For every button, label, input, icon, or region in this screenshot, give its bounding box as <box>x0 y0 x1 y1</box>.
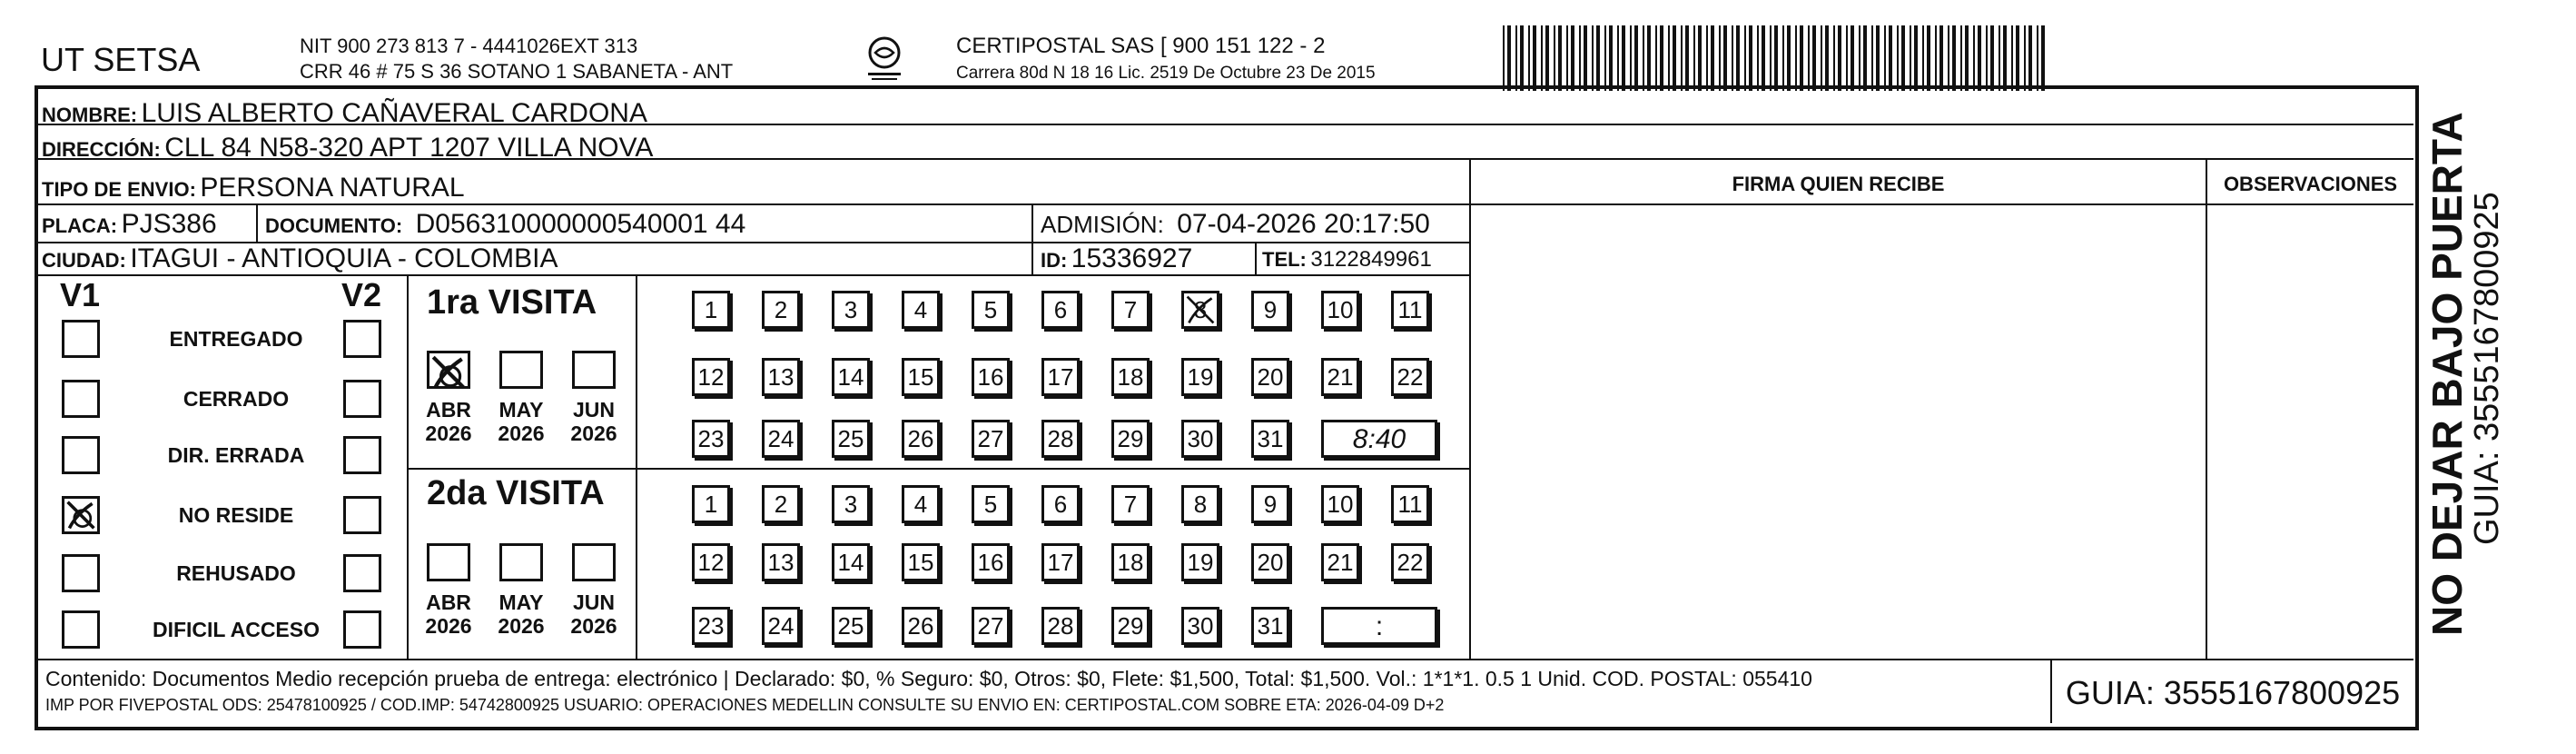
day-box[interactable]: 28 <box>1041 420 1080 458</box>
day-box[interactable]: 8 <box>1181 291 1219 329</box>
day-box[interactable]: 1 <box>692 291 730 329</box>
status-option-label: DIR. ERRADA <box>167 443 305 467</box>
day-box[interactable]: 12 <box>692 358 730 396</box>
company-name: UT SETSA <box>41 41 201 78</box>
year-label: 2026 <box>498 422 545 445</box>
nombre-field <box>42 98 647 129</box>
day-box[interactable]: 6 <box>1041 291 1080 329</box>
day-box[interactable]: 25 <box>832 607 870 645</box>
direccion-value: CLL 84 N58-320 APT 1207 VILLA NOVA <box>164 133 654 163</box>
admision-field <box>1041 209 1430 240</box>
direccion-label: DIRECCIÓN: <box>42 138 161 161</box>
day-box[interactable]: 29 <box>1111 420 1150 458</box>
day-box[interactable]: 11 <box>1391 291 1429 329</box>
day-box[interactable]: 25 <box>832 420 870 458</box>
v1-label: V1 <box>60 276 101 313</box>
day-box[interactable]: 23 <box>692 607 730 645</box>
day-box[interactable]: 24 <box>762 420 800 458</box>
ciudad-value: ITAGUI - ANTIOQUIA - COLOMBIA <box>130 243 558 273</box>
day-box[interactable]: 10 <box>1321 485 1359 523</box>
year-label: 2026 <box>425 614 472 638</box>
day-box[interactable]: 9 <box>1251 485 1289 523</box>
ciudad-field <box>42 243 558 274</box>
status-v2-checkbox[interactable] <box>343 436 381 474</box>
day-box[interactable]: 6 <box>1041 485 1080 523</box>
v2-label: V2 <box>341 276 382 313</box>
license-line: Carrera 80d N 18 16 Lic. 2519 De Octubre 23 De 2015 <box>956 64 1376 83</box>
id-value: 15336927 <box>1071 243 1193 273</box>
firma-header: FIRMA QUIEN RECIBE <box>1732 173 1945 195</box>
day-box[interactable]: 26 <box>902 420 940 458</box>
day-box[interactable]: 31 <box>1251 607 1289 645</box>
placa-field <box>42 209 217 240</box>
day-box[interactable]: 20 <box>1251 358 1289 396</box>
day-box[interactable]: 24 <box>762 607 800 645</box>
status-v1-checkbox[interactable] <box>62 496 100 534</box>
status-v1-checkbox[interactable] <box>62 610 100 649</box>
time-box[interactable]: : <box>1321 607 1437 645</box>
status-v2-checkbox[interactable] <box>343 496 381 534</box>
day-box[interactable]: 5 <box>972 291 1010 329</box>
month-checkbox[interactable] <box>427 543 470 581</box>
tipo-label: TIPO DE ENVIO: <box>42 178 196 201</box>
day-box[interactable]: 13 <box>762 358 800 396</box>
status-v2-checkbox[interactable] <box>343 320 381 358</box>
day-box[interactable]: 9 <box>1251 291 1289 329</box>
day-box[interactable]: 5 <box>972 485 1010 523</box>
day-box[interactable]: 8 <box>1181 485 1219 523</box>
day-box[interactable]: 4 <box>902 291 940 329</box>
status-option-label: NO RESIDE <box>178 503 294 527</box>
id-field <box>1041 243 1192 274</box>
month-label: MAY <box>498 590 544 614</box>
day-box[interactable]: 22 <box>1391 543 1429 581</box>
tel-field <box>1262 247 1432 273</box>
nombre-value: LUIS ALBERTO CAÑAVERAL CARDONA <box>141 98 647 128</box>
day-box[interactable]: 14 <box>832 358 870 396</box>
day-box[interactable]: 3 <box>832 485 870 523</box>
month-checkbox[interactable] <box>499 351 543 389</box>
status-option-label: ENTREGADO <box>169 327 303 351</box>
no-dejar-bajo-puerta: NO DEJAR BAJO PUERTA <box>2423 112 2471 636</box>
footer-guia: GUIA: 3555167800925 <box>2065 674 2401 711</box>
day-box[interactable]: 31 <box>1251 420 1289 458</box>
day-box[interactable]: 29 <box>1111 607 1150 645</box>
day-box[interactable]: 18 <box>1111 358 1150 396</box>
status-v1-checkbox[interactable] <box>62 320 100 358</box>
day-box[interactable]: 16 <box>972 543 1010 581</box>
status-v2-checkbox[interactable] <box>343 610 381 649</box>
id-label: ID: <box>1041 249 1068 272</box>
day-box[interactable]: 30 <box>1181 607 1219 645</box>
day-box[interactable]: 18 <box>1111 543 1150 581</box>
tel-value: 3122849961 <box>1310 247 1432 272</box>
day-box[interactable]: 20 <box>1251 543 1289 581</box>
status-option-label: CERRADO <box>183 387 290 411</box>
documento-label: DOCUMENTO: <box>265 214 403 237</box>
day-box[interactable]: 27 <box>972 420 1010 458</box>
footer-content-line: Contenido: Documentos Medio recepción prueba de entrega: electrónico | Declarado: $0, % Seguro: $0, Otros: $0, Flete: $1,500, Total: $1,500. Vol.: 1*1*1. 0.5 1 Unid. COD. POSTAL: 055410 <box>45 667 1812 690</box>
day-box[interactable]: 21 <box>1321 358 1359 396</box>
year-label: 2026 <box>498 614 545 638</box>
day-box[interactable]: 2 <box>762 291 800 329</box>
visit2-title: 2da VISITA <box>427 474 605 512</box>
status-option-label: REHUSADO <box>176 561 296 585</box>
day-box[interactable]: 14 <box>832 543 870 581</box>
tipo-field <box>42 173 465 203</box>
year-label: 2026 <box>425 422 472 445</box>
day-box[interactable]: 11 <box>1391 485 1429 523</box>
month-checkbox[interactable] <box>572 351 616 389</box>
certipostal-logo-icon <box>859 35 910 85</box>
month-checkbox[interactable] <box>427 351 470 389</box>
day-box[interactable]: 21 <box>1321 543 1359 581</box>
tipo-value: PERSONA NATURAL <box>200 173 465 203</box>
day-box[interactable]: 16 <box>972 358 1010 396</box>
day-box[interactable]: 2 <box>762 485 800 523</box>
month-label: ABR <box>426 398 471 422</box>
status-v1-checkbox[interactable] <box>62 380 100 418</box>
month-label: ABR <box>426 590 471 614</box>
day-box[interactable]: 7 <box>1111 291 1150 329</box>
day-box[interactable]: 28 <box>1041 607 1080 645</box>
day-box[interactable]: 1 <box>692 485 730 523</box>
day-box[interactable]: 27 <box>972 607 1010 645</box>
day-box[interactable]: 17 <box>1041 543 1080 581</box>
observaciones-header: OBSERVACIONES <box>2223 173 2398 195</box>
day-box[interactable]: 17 <box>1041 358 1080 396</box>
nit-line: NIT 900 273 813 7 - 4441026EXT 313 <box>300 35 638 57</box>
day-box[interactable]: 15 <box>902 543 940 581</box>
address-line: CRR 46 # 75 S 36 SOTANO 1 SABANETA - ANT <box>300 60 734 83</box>
placa-label: PLACA: <box>42 214 118 237</box>
status-v2-checkbox[interactable] <box>343 380 381 418</box>
day-box[interactable]: 13 <box>762 543 800 581</box>
placa-value: PJS386 <box>121 209 217 239</box>
day-box[interactable]: 10 <box>1321 291 1359 329</box>
status-option-label: DIFICIL ACCESO <box>152 618 320 641</box>
nombre-label: NOMBRE: <box>42 104 138 126</box>
day-box[interactable]: 12 <box>692 543 730 581</box>
day-box[interactable]: 4 <box>902 485 940 523</box>
year-label: 2026 <box>570 422 617 445</box>
documento-value: D056310000000540001 44 <box>415 209 746 239</box>
day-box[interactable]: 19 <box>1181 543 1219 581</box>
day-box[interactable]: 19 <box>1181 358 1219 396</box>
day-box[interactable]: 3 <box>832 291 870 329</box>
visit1-title: 1ra VISITA <box>427 283 597 322</box>
month-label: JUN <box>572 590 615 614</box>
month-checkbox[interactable] <box>499 543 543 581</box>
status-v2-checkbox[interactable] <box>343 554 381 592</box>
year-label: 2026 <box>570 614 617 638</box>
month-checkbox[interactable] <box>572 543 616 581</box>
day-box[interactable]: 30 <box>1181 420 1219 458</box>
documento-field <box>265 209 745 240</box>
tel-label: TEL: <box>1262 248 1307 271</box>
day-box[interactable]: 15 <box>902 358 940 396</box>
month-label: JUN <box>572 398 615 422</box>
day-box[interactable]: 22 <box>1391 358 1429 396</box>
month-label: MAY <box>498 398 544 422</box>
time-box[interactable]: 8:40 <box>1321 420 1437 458</box>
status-v1-checkbox[interactable] <box>62 436 100 474</box>
day-box[interactable]: 23 <box>692 420 730 458</box>
day-box[interactable]: 7 <box>1111 485 1150 523</box>
status-v1-checkbox[interactable] <box>62 554 100 592</box>
direccion-field <box>42 133 653 164</box>
admision-label: ADMISIÓN: <box>1041 211 1164 238</box>
side-guia: GUIA: 3555167800925 <box>2468 192 2506 545</box>
day-box[interactable]: 26 <box>902 607 940 645</box>
ciudad-label: CIUDAD: <box>42 249 126 272</box>
barcode <box>1503 25 2048 91</box>
admision-value: 07-04-2026 20:17:50 <box>1177 209 1430 239</box>
certipostal-line: CERTIPOSTAL SAS [ 900 151 122 - 2 <box>956 34 1326 58</box>
footer-imp-line: IMP POR FIVEPOSTAL ODS: 25478100925 / COD.IMP: 54742800925 USUARIO: OPERACIONES MEDELLIN CONSULTE SU ENVIO EN: CERTIPOSTAL.COM SOBRE ETA: 2026-04-09 D+2 <box>45 696 1445 714</box>
